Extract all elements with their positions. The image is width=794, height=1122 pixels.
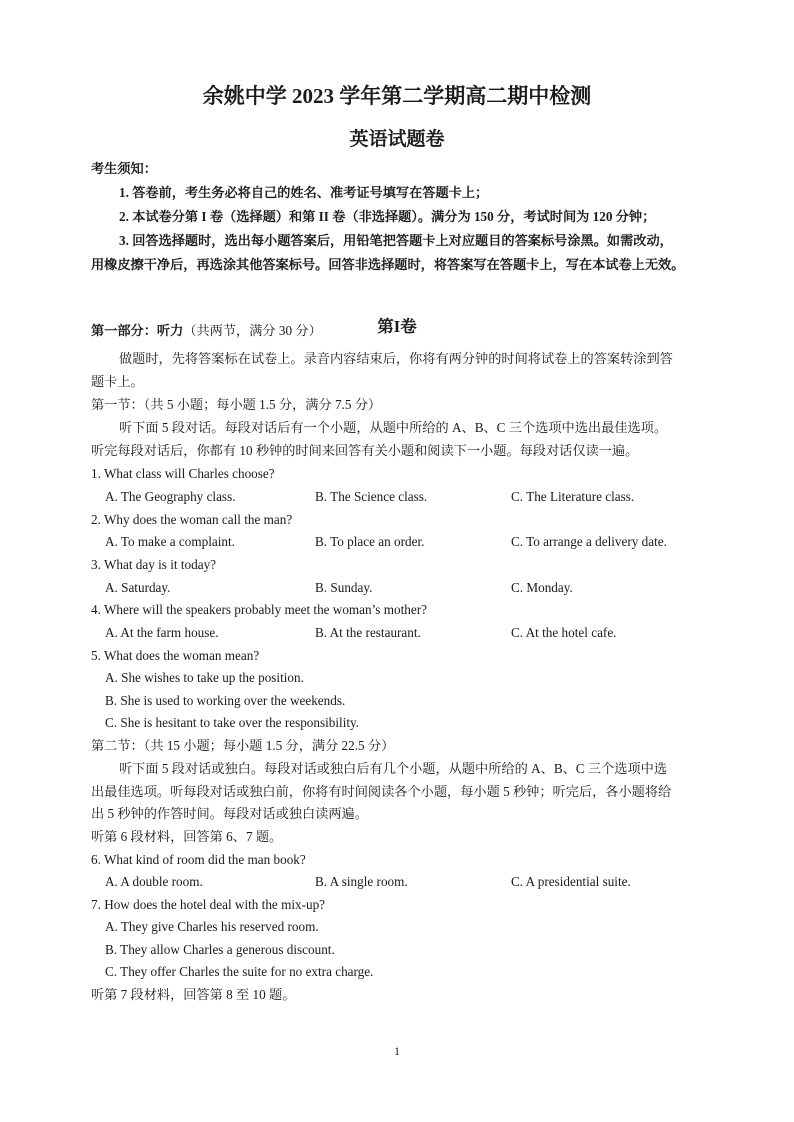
question-stem: 2. Why does the woman call the man? bbox=[91, 512, 293, 527]
question-option: B. Sunday. bbox=[315, 580, 373, 595]
section2-intro-line-3: 出 5 秒钟的作答时间。每段对话或独白读两遍。 bbox=[91, 806, 368, 821]
part1-heading-bold: 第一部分：听力 bbox=[91, 323, 184, 338]
question-option: C. A presidential suite. bbox=[511, 874, 631, 889]
question-option: A. The Geography class. bbox=[105, 489, 236, 504]
question-option: B. To place an order. bbox=[315, 534, 425, 549]
exam-title: 余姚中学 2023 学年第二学期高二期中检测 bbox=[202, 84, 592, 108]
question-stem: 5. What does the woman mean? bbox=[91, 648, 260, 663]
notice-heading: 考生须知： bbox=[91, 161, 157, 176]
question-option: B. At the restaurant. bbox=[315, 625, 421, 640]
question-option: A. They give Charles his reserved room. bbox=[105, 919, 319, 934]
material-6-note: 听第 6 段材料，回答第 6、7 题。 bbox=[91, 829, 283, 844]
exam-subtitle: 英语试题卷 bbox=[349, 129, 445, 150]
question-option: A. At the farm house. bbox=[105, 625, 219, 640]
part1-heading-rest: （共两节，满分 30 分） bbox=[183, 323, 322, 338]
question-option: C. The Literature class. bbox=[511, 489, 635, 504]
page-number: 1 bbox=[394, 1044, 400, 1058]
part1-heading bbox=[91, 323, 322, 339]
notice-item-1: 1. 答卷前，考生务必将自己的姓名、准考证号填写在答题卡上； bbox=[119, 185, 489, 200]
question-option: A. Saturday. bbox=[105, 580, 171, 595]
question-option: A. She wishes to take up the position. bbox=[105, 670, 304, 685]
question-option: C. They offer Charles the suite for no extra charge. bbox=[105, 964, 374, 979]
question-stem: 3. What day is it today? bbox=[91, 557, 217, 572]
question-option: A. To make a complaint. bbox=[105, 534, 235, 549]
question-option: C. To arrange a delivery date. bbox=[511, 534, 667, 549]
question-option: B. The Science class. bbox=[315, 489, 428, 504]
material-7-note: 听第 7 段材料，回答第 8 至 10 题。 bbox=[91, 987, 296, 1002]
notice-item-3-line-1: 3. 回答选择题时，选出每小题答案后，用铅笔把答题卡上对应题目的答案标号涂黑。如需改动， bbox=[119, 233, 673, 248]
question-option: C. At the hotel cafe. bbox=[511, 625, 617, 640]
part1-intro-line-1: 做题时，先将答案标在试卷上。录音内容结束后，你将有两分钟的时间将试卷上的答案转涂到答 bbox=[119, 351, 673, 366]
question-stem: 4. Where will the speakers probably meet the woman’s mother? bbox=[91, 602, 427, 617]
question-stem: 1. What class will Charles choose? bbox=[91, 466, 275, 481]
notice-item-2: 2. 本试卷分第 I 卷（选择题）和第 II 卷（非选择题）。满分为 150 分，考试时间为 120 分钟； bbox=[119, 209, 656, 224]
question-stem: 6. What kind of room did the man book? bbox=[91, 852, 306, 867]
question-option: C. Monday. bbox=[511, 580, 573, 595]
section2-heading: 第二节：（共 15 小题；每小题 1.5 分，满分 22.5 分） bbox=[91, 738, 395, 753]
notice-item-3-line-2: 用橡皮擦干净后，再选涂其他答案标号。回答非选择题时，将答案写在答题卡上，写在本试卷上无效。 bbox=[91, 257, 685, 272]
question-option: B. She is used to working over the weekends. bbox=[105, 693, 346, 708]
section1-heading: 第一节：（共 5 小题；每小题 1.5 分，满分 7.5 分） bbox=[91, 397, 382, 412]
part1-intro-line-2: 题卡上。 bbox=[91, 374, 144, 389]
section1-intro-line-2: 听完每段对话后，你都有 10 秒钟的时间来回答有关小题和阅读下一小题。每段对话仅读一遍。 bbox=[91, 443, 639, 458]
question-stem: 7. How does the hotel deal with the mix-up? bbox=[91, 897, 326, 912]
section2-intro-line-2: 出最佳选项。听每段对话或独白前，你将有时间阅读各个小题，每小题 5 秒钟；听完后，各小题将给 bbox=[91, 784, 672, 799]
section1-intro-line-1: 听下面 5 段对话。每段对话后有一个小题，从题中所给的 A、B、C 三个选项中选出最佳选项。 bbox=[119, 420, 668, 435]
question-option: A. A double room. bbox=[105, 874, 203, 889]
question-option: B. They allow Charles a generous discount. bbox=[105, 942, 335, 957]
question-option: B. A single room. bbox=[315, 874, 408, 889]
section2-intro-line-1: 听下面 5 段对话或独白。每段对话或独白后有几个小题，从题中所给的 A、B、C 三个选项中选 bbox=[119, 761, 668, 776]
volume-title: 第I卷 bbox=[377, 317, 417, 336]
question-option: C. She is hesitant to take over the responsibility. bbox=[105, 715, 360, 730]
